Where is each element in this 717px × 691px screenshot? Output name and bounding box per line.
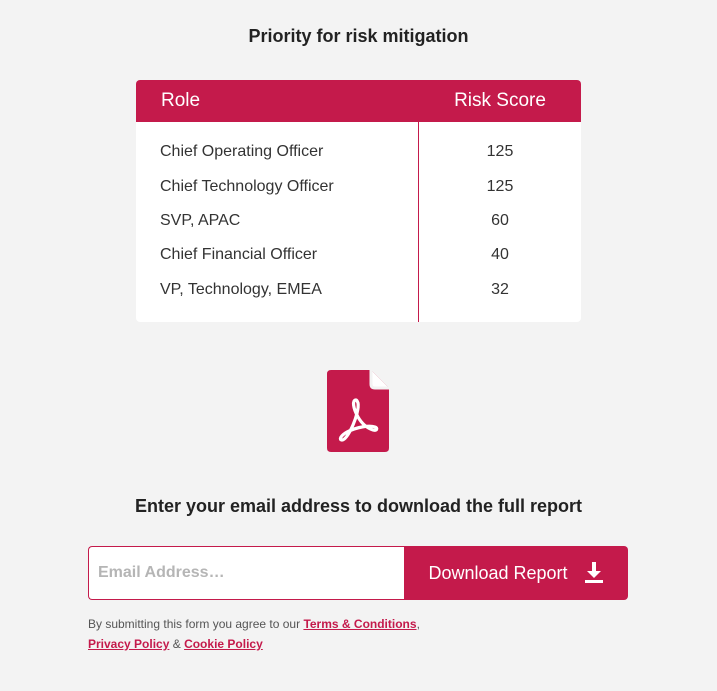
row-role: SVP, APAC [160, 211, 241, 229]
page-title: Priority for risk mitigation [248, 26, 469, 46]
legal-prefix: By submitting this form you agree to our [88, 617, 304, 631]
terms-link[interactable]: Terms & Conditions [303, 617, 417, 631]
row-role: Chief Technology Officer [160, 177, 334, 195]
legal-comma: , [416, 617, 420, 631]
download-icon [584, 562, 604, 584]
table-header [136, 80, 581, 122]
row-score: 40 [491, 246, 509, 264]
row-score: 32 [491, 280, 509, 298]
header-role: Role [161, 90, 201, 111]
row-score: 60 [491, 211, 509, 229]
row-role: VP, Technology, EMEA [160, 280, 322, 298]
cta-heading: Enter your email address to download the full report [134, 496, 583, 516]
table-row [136, 169, 581, 203]
table-body [136, 122, 581, 322]
table-row [136, 204, 581, 238]
row-score: 125 [486, 143, 514, 161]
row-role: Chief Operating Officer [160, 143, 324, 161]
table-row [136, 273, 581, 307]
email-input[interactable] [88, 546, 404, 600]
download-button-label: Download Report [428, 562, 568, 583]
pdf-file-icon [327, 370, 389, 452]
cookie-policy-link[interactable]: Cookie Policy [184, 637, 263, 651]
privacy-policy-link[interactable]: Privacy Policy [88, 637, 170, 651]
download-form [88, 546, 628, 600]
legal-ampersand: & [169, 637, 185, 651]
header-risk-score: Risk Score [454, 90, 546, 111]
risk-table [136, 80, 581, 322]
download-report-button[interactable] [404, 546, 628, 600]
row-role: Chief Financial Officer [160, 246, 318, 264]
column-divider [418, 122, 419, 322]
table-row [136, 135, 581, 169]
row-score: 125 [486, 177, 514, 195]
table-row [136, 238, 581, 272]
legal-notice [88, 614, 648, 654]
